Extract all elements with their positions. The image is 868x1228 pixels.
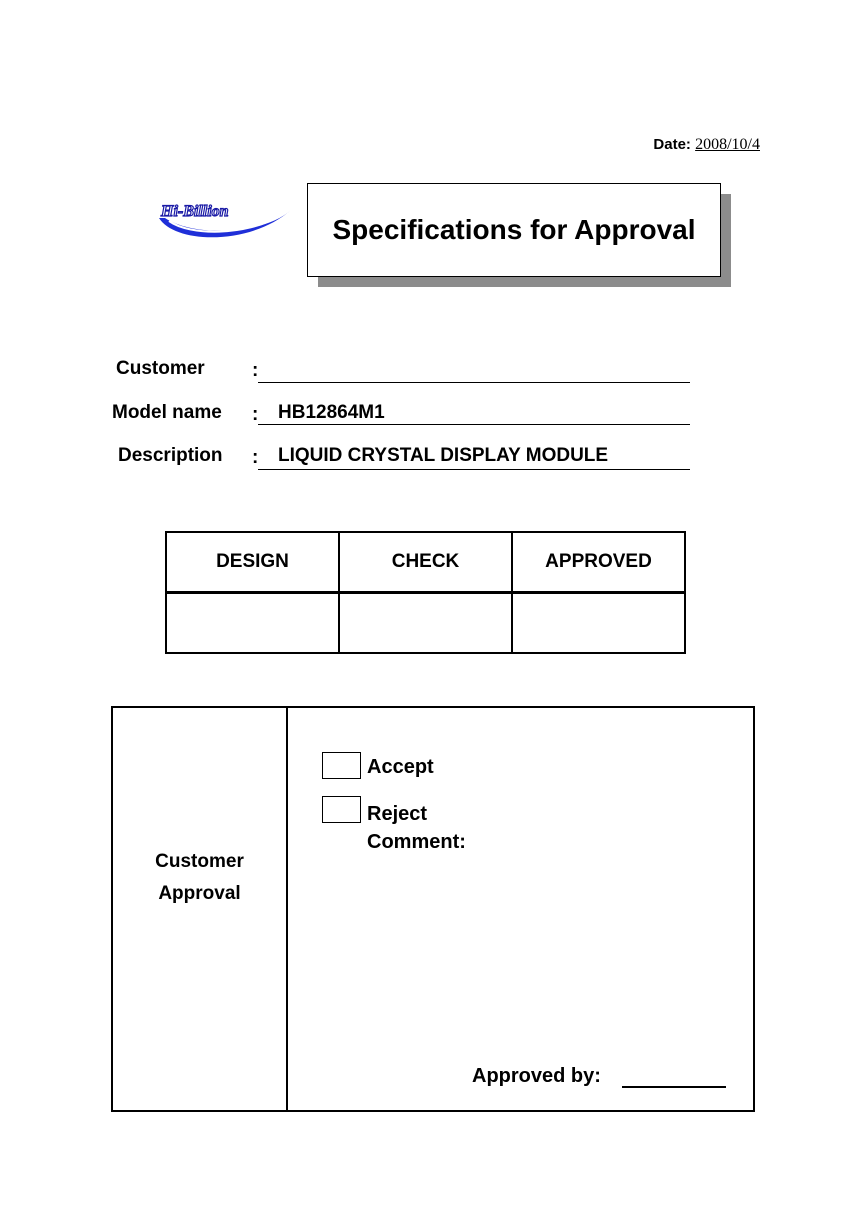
model-name-label: Model name	[112, 402, 222, 423]
comment-label: Comment:	[367, 831, 466, 853]
customer-approval-heading	[113, 846, 286, 910]
approval-divider	[286, 706, 288, 1110]
customer-label: Customer	[116, 358, 205, 379]
customer-underline	[258, 382, 690, 383]
logo-text: Hi-Billion	[161, 203, 229, 220]
design-signature-cell[interactable]	[166, 593, 339, 654]
description-colon: :	[252, 447, 259, 468]
approved-signature-cell[interactable]	[512, 593, 685, 654]
design-header: DESIGN	[166, 532, 339, 593]
reject-label: Reject	[367, 803, 428, 825]
model-name-colon: :	[252, 404, 259, 425]
approved-by-label: Approved by:	[472, 1065, 601, 1087]
model-name-underline	[258, 424, 690, 425]
model-name-value: HB12864M1	[278, 402, 385, 423]
approval-heading-line1: Customer	[155, 851, 244, 872]
description-label: Description	[118, 445, 223, 466]
description-underline	[258, 469, 690, 470]
title-box	[307, 183, 721, 277]
approved-header: APPROVED	[512, 532, 685, 593]
accept-label: Accept	[367, 756, 434, 778]
approved-by-signature-line[interactable]	[622, 1086, 726, 1088]
date-label: Date:	[653, 136, 691, 153]
document-date	[600, 136, 760, 154]
date-value: 2008/10/4	[695, 136, 760, 153]
accept-checkbox[interactable]	[322, 752, 361, 779]
hi-billion-logo	[155, 196, 295, 246]
document-title: Specifications for Approval	[332, 214, 696, 245]
customer-colon: :	[252, 360, 259, 381]
reject-checkbox[interactable]	[322, 796, 361, 823]
signoff-table	[165, 531, 686, 654]
check-header: CHECK	[339, 532, 512, 593]
check-signature-cell[interactable]	[339, 593, 512, 654]
description-value: LIQUID CRYSTAL DISPLAY MODULE	[278, 445, 609, 466]
approval-heading-line2: Approval	[158, 883, 241, 904]
